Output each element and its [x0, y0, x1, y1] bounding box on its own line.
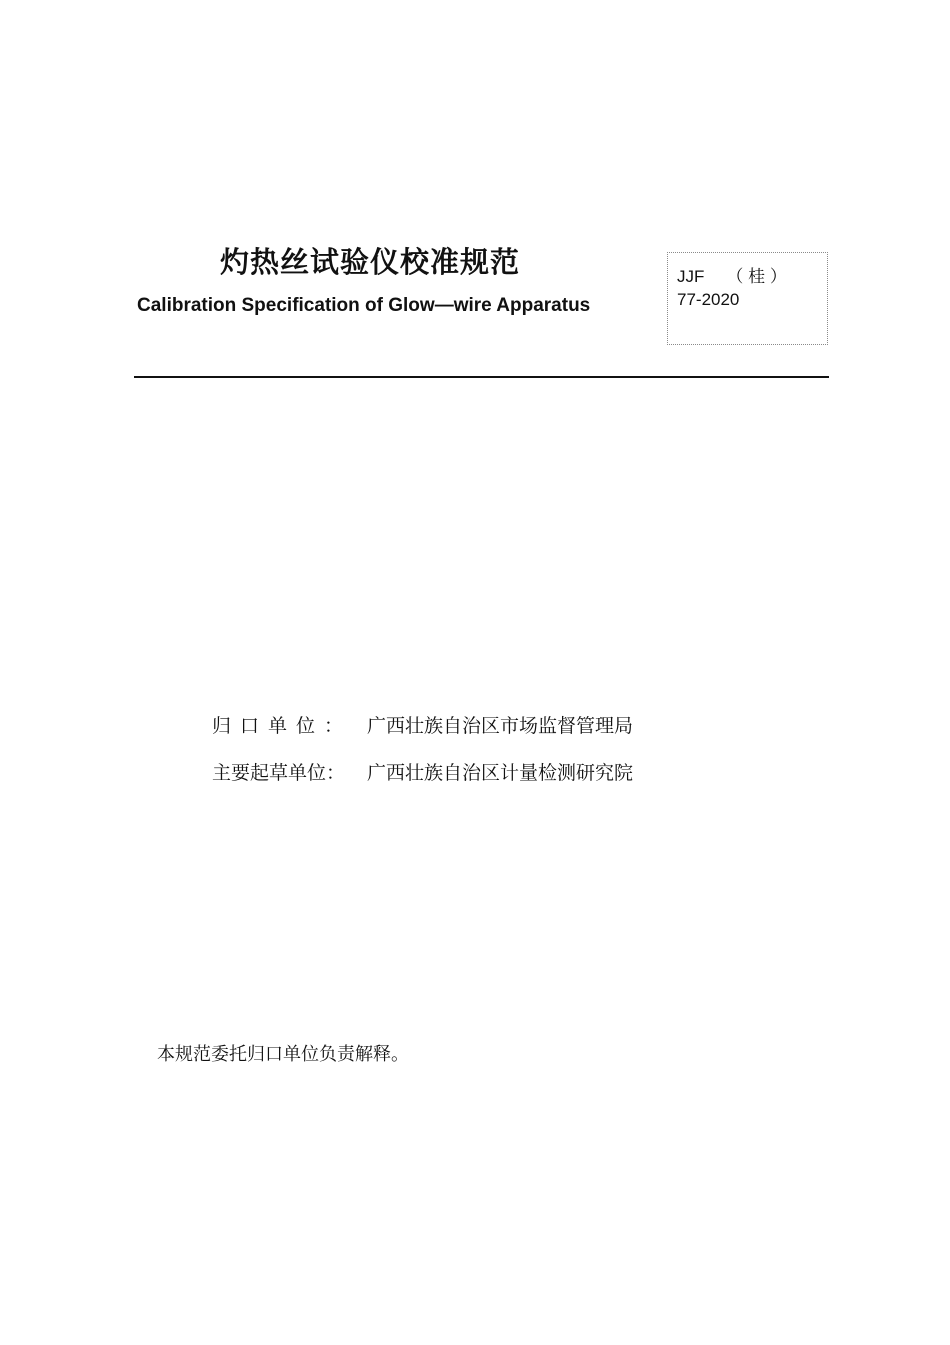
org-label-responsible: 归口单位： — [212, 715, 353, 737]
standard-code-line-1 — [677, 262, 787, 287]
org-row-responsible — [212, 711, 633, 738]
page-title: 灼热丝试验仪校准规范 — [220, 245, 521, 279]
org-row-drafting — [212, 758, 633, 785]
header-divider — [134, 376, 829, 378]
standard-code-region: （ 桂 ） — [726, 267, 787, 286]
page-subtitle-english: Calibration Specification of Glow—wire Apparatus — [137, 295, 591, 316]
org-label-drafting: 主要起草单位： — [212, 762, 346, 784]
standard-code-number: 77-2020 — [677, 290, 740, 309]
standard-code-prefix: JJF — [677, 267, 705, 286]
interpretation-note: 本规范委托归口单位负责解释。 — [157, 1044, 409, 1065]
org-value-responsible: 广西壮族自治区市场监督管理局 — [367, 715, 634, 737]
org-value-drafting: 广西壮族自治区计量检测研究院 — [367, 762, 634, 784]
